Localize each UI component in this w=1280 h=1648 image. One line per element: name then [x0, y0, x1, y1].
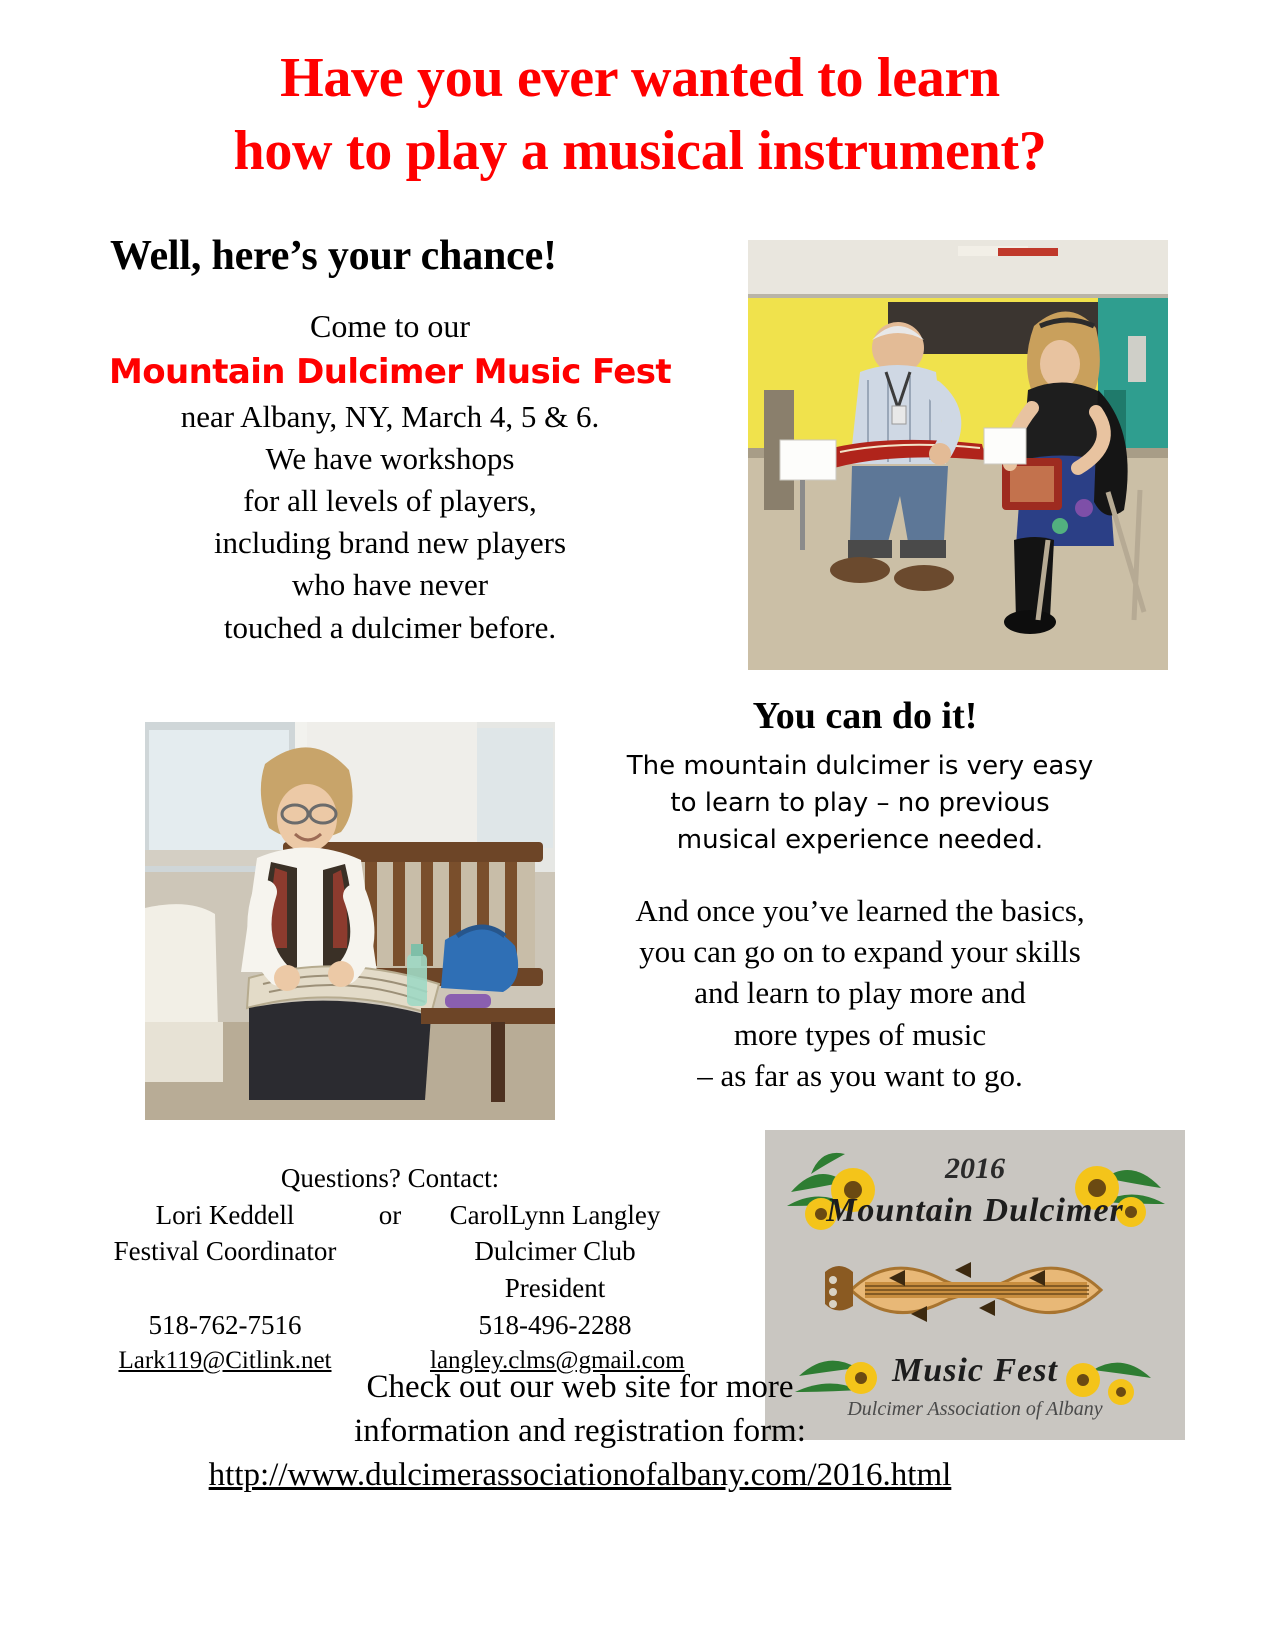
- contact-role-1: Festival Coordinator: [113, 1236, 337, 1267]
- photo-woman-playing-dulcimer: [145, 722, 555, 1120]
- spacer: [350, 1233, 430, 1306]
- logo-year: 2016: [945, 1152, 1005, 1185]
- photo-woman-playing-dulcimer-graphic: [145, 722, 555, 1120]
- contact-block: [60, 1160, 720, 1378]
- paragraph-expand-skills: [560, 890, 1160, 1096]
- photo-workshop-duo-graphic: [748, 240, 1168, 670]
- event-details-block: [60, 305, 720, 649]
- detail-line: who have never: [291, 567, 489, 603]
- contact-phones-row: [60, 1307, 720, 1344]
- detail-line: including brand new players: [213, 525, 567, 561]
- detail-line: near Albany, NY, March 4, 5 & 6.: [180, 398, 600, 434]
- headline-line-1: Have you ever wanted to learn: [280, 47, 1000, 109]
- spacer: [350, 1307, 430, 1344]
- detail-line: for all levels of players,: [243, 483, 537, 519]
- logo-line-music-fest: Music Fest: [892, 1352, 1058, 1389]
- contact-names-row: [60, 1197, 720, 1234]
- contact-name-1: Lori Keddell: [155, 1199, 295, 1230]
- para2-line: And once you’ve learned the basics,: [635, 893, 1085, 928]
- website-url-link[interactable]: http://www.dulcimerassociationofalbany.com/2016.html: [208, 1457, 952, 1494]
- contact-roles-row: [60, 1233, 720, 1306]
- page-title: [60, 42, 1220, 188]
- festival-title: Mountain Dulcimer Music Fest: [109, 352, 671, 393]
- website-line-2: information and registration form:: [354, 1413, 806, 1450]
- para2-line: and learn to play more and: [694, 975, 1026, 1011]
- para2-line: more types of music: [733, 1016, 987, 1052]
- logo-line-mountain-dulcimer: Mountain Dulcimer: [826, 1192, 1124, 1229]
- website-block: [80, 1365, 1080, 1498]
- contact-phone-1[interactable]: 518-762-7516: [148, 1309, 302, 1340]
- para1-line: The mountain dulcimer is very easy: [626, 751, 1094, 781]
- contact-role-2: Dulcimer Club President: [474, 1236, 636, 1304]
- para1-line: musical experience needed.: [676, 824, 1044, 855]
- para2-line: you can go on to expand your skills: [639, 934, 1081, 970]
- logo-line-association: Dulcimer Association of Albany: [847, 1398, 1103, 1420]
- contact-name-2: CarolLynn Langley: [449, 1199, 661, 1230]
- you-can-do-it-heading: You can do it!: [752, 695, 978, 737]
- headline-line-2: how to play a musical instrument?: [233, 119, 1047, 182]
- paragraph-easy-to-learn: [570, 748, 1150, 859]
- detail-line: touched a dulcimer before.: [223, 609, 557, 645]
- detail-line: We have workshops: [265, 440, 515, 476]
- contact-or-label: or: [378, 1199, 402, 1230]
- contact-heading: Questions? Contact:: [280, 1163, 500, 1193]
- event-detail-lines: [60, 396, 720, 649]
- come-to-our-label: Come to our: [310, 308, 470, 344]
- contact-email-2[interactable]: langley.clms@gmail.com: [430, 1346, 685, 1374]
- subheading-chance: Well, here’s your chance!: [110, 233, 557, 279]
- contact-phone-2[interactable]: 518-496-2288: [478, 1309, 632, 1340]
- photo-workshop-duo: [748, 240, 1168, 670]
- para1-line: to learn to play – no previous: [670, 787, 1050, 818]
- website-line-1: Check out our web site for more: [366, 1369, 794, 1405]
- contact-email-1[interactable]: Lark119@Citlink.net: [118, 1346, 332, 1374]
- para2-line: – as far as you want to go.: [697, 1057, 1023, 1093]
